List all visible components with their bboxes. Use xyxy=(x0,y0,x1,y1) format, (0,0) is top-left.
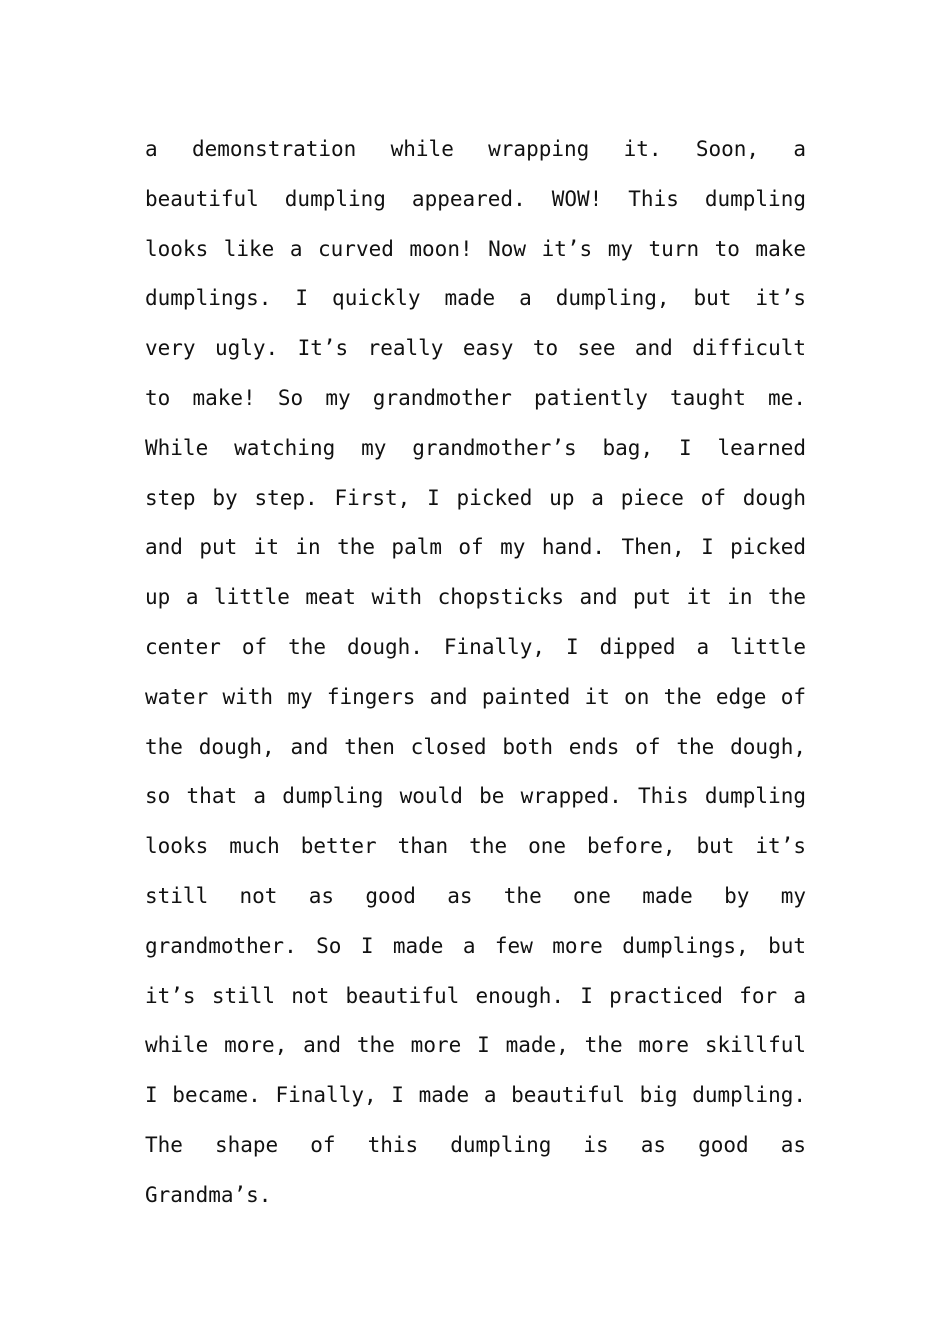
text-line: looks much better than the one before, but it’s xyxy=(145,834,806,859)
text-line: beautiful dumpling appeared. WOW! This dumpling xyxy=(145,186,806,211)
text-line: still not as good as the one made by my xyxy=(145,883,806,908)
text-line: looks like a curved moon! Now it’s my turn to make xyxy=(145,236,806,261)
text-line: while more, and the more I made, the more skillful xyxy=(145,1033,806,1058)
text-line: grandmother. So I made a few more dumplings, but xyxy=(145,933,806,958)
text-line: The shape of this dumpling is as good as xyxy=(145,1132,806,1157)
text-line: While watching my grandmother’s bag, I learned xyxy=(145,435,806,460)
text-line: center of the dough. Finally, I dipped a little xyxy=(145,634,806,659)
text-line: Grandma’s. xyxy=(145,1182,272,1207)
text-line: step by step. First, I picked up a piece of dough xyxy=(145,485,806,510)
text-line: to make! So my grandmother patiently taught me. xyxy=(145,385,806,410)
text-line: water with my fingers and painted it on the edge of xyxy=(145,684,806,709)
text-line: and put it in the palm of my hand. Then, I picked xyxy=(145,535,806,560)
text-line: I became. Finally, I made a beautiful big dumpling. xyxy=(145,1083,806,1108)
text-line: it’s still not beautiful enough. I practiced for a xyxy=(145,983,806,1008)
text-line: so that a dumpling would be wrapped. This dumpling xyxy=(145,784,806,809)
text-line: up a little meat with chopsticks and put it in the xyxy=(145,585,806,610)
text-line: very ugly. It’s really easy to see and difficult xyxy=(145,336,806,361)
text-line: a demonstration while wrapping it. Soon, a xyxy=(145,137,806,161)
text-line: the dough, and then closed both ends of the dough, xyxy=(145,734,806,759)
body-text xyxy=(145,125,806,1221)
text-line: dumplings. I quickly made a dumpling, but it’s xyxy=(145,286,806,311)
